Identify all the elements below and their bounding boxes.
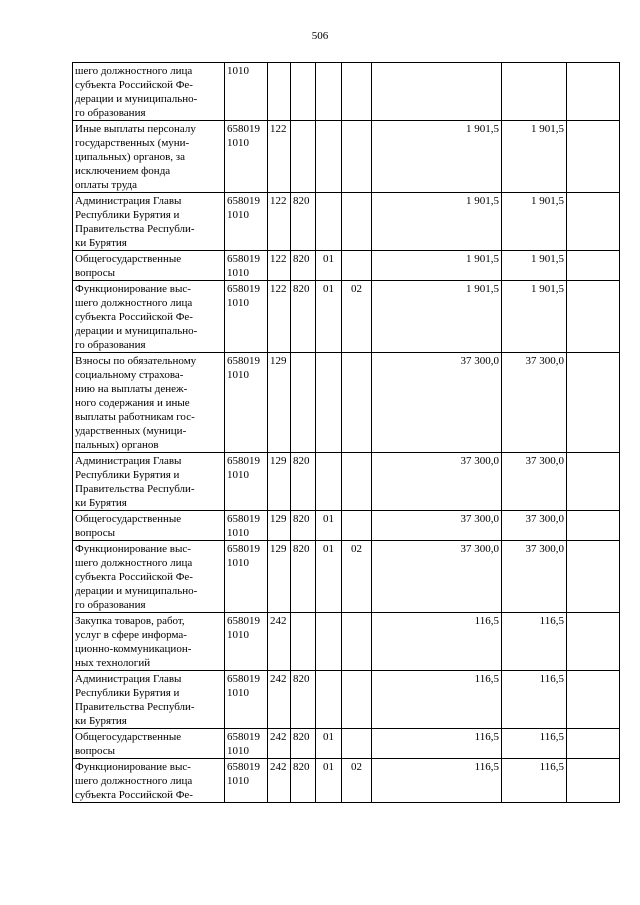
cell-line: 1010 (227, 65, 249, 77)
department-code-cell: 820 (291, 759, 316, 803)
amount-total-cell: 37 300,0 (502, 511, 567, 541)
amount-extra-cell (567, 511, 620, 541)
table-body (73, 63, 620, 803)
subsection-code-cell (342, 453, 372, 511)
amount-cell: 37 300,0 (372, 541, 502, 613)
target-code-cell (225, 613, 268, 671)
cell-line: шего должностного лица (75, 775, 193, 787)
amount-extra-cell (567, 251, 620, 281)
amount-cell: 116,5 (372, 729, 502, 759)
cell-line: 1010 (227, 557, 249, 569)
target-code-cell (225, 251, 268, 281)
amount-cell: 37 300,0 (372, 453, 502, 511)
cell-line: 1010 (227, 469, 249, 481)
amount-total-cell: 37 300,0 (502, 541, 567, 613)
cell-line: вопросы (75, 267, 116, 279)
amount-cell: 37 300,0 (372, 511, 502, 541)
expense-type-cell: 129 (268, 511, 291, 541)
amount-extra-cell (567, 193, 620, 251)
table-row (73, 541, 620, 613)
cell-line: 1010 (227, 369, 249, 381)
item-name-cell (73, 671, 225, 729)
item-name-cell (73, 613, 225, 671)
cell-line: государственных (муни- (75, 137, 190, 149)
amount-total-cell: 37 300,0 (502, 453, 567, 511)
cell-line: ки Бурятия (75, 715, 127, 727)
cell-line: шего должностного лица (75, 65, 193, 77)
item-name-cell (73, 63, 225, 121)
department-code-cell: 820 (291, 281, 316, 353)
subsection-code-cell (342, 193, 372, 251)
amount-cell: 116,5 (372, 671, 502, 729)
subsection-code-cell (342, 613, 372, 671)
cell-line: субъекта Российской Фе- (75, 79, 193, 91)
expense-type-cell: 242 (268, 671, 291, 729)
subsection-code-cell (342, 729, 372, 759)
department-code-cell (291, 63, 316, 121)
department-code-cell: 820 (291, 193, 316, 251)
amount-extra-cell (567, 281, 620, 353)
cell-line: дерации и муниципально- (75, 325, 198, 337)
section-code-cell: 01 (316, 281, 342, 353)
cell-line: социальному страхова- (75, 369, 184, 381)
amount-cell: 1 901,5 (372, 281, 502, 353)
item-name-cell (73, 541, 225, 613)
target-code-cell (225, 671, 268, 729)
cell-line: 658019 (227, 355, 260, 367)
expense-type-cell: 122 (268, 281, 291, 353)
section-code-cell (316, 613, 342, 671)
cell-line: субъекта Российской Фе- (75, 311, 193, 323)
department-code-cell: 820 (291, 541, 316, 613)
section-code-cell (316, 121, 342, 193)
cell-line: Республики Бурятия и (75, 469, 180, 481)
amount-total-cell: 1 901,5 (502, 251, 567, 281)
page-number: 506 (311, 30, 329, 42)
cell-line: Функционирование выс- (75, 543, 191, 555)
department-code-cell: 820 (291, 729, 316, 759)
item-name-cell (73, 759, 225, 803)
department-code-cell: 820 (291, 251, 316, 281)
target-code-cell (225, 541, 268, 613)
cell-line: ного содержания и иные (75, 397, 190, 409)
cell-line: го образования (75, 339, 146, 351)
amount-extra-cell (567, 759, 620, 803)
cell-line: Правительства Республи- (75, 223, 195, 235)
cell-line: Функционирование выс- (75, 283, 191, 295)
cell-line: ционно-коммуникацион- (75, 643, 192, 655)
cell-line: Общегосударственные (75, 253, 182, 265)
amount-total-cell: 37 300,0 (502, 353, 567, 453)
cell-line: нию на выплаты денеж- (75, 383, 188, 395)
cell-line: 1010 (227, 745, 249, 757)
cell-line: пальных) органов (75, 439, 159, 451)
cell-line: Администрация Главы (75, 195, 182, 207)
section-code-cell: 01 (316, 541, 342, 613)
amount-total-cell: 116,5 (502, 759, 567, 803)
cell-line: оплаты труда (75, 179, 138, 191)
subsection-code-cell: 02 (342, 541, 372, 613)
amount-extra-cell (567, 353, 620, 453)
cell-line: го образования (75, 107, 146, 119)
expense-type-cell (268, 63, 291, 121)
cell-line: субъекта Российской Фе- (75, 571, 193, 583)
amount-total-cell: 1 901,5 (502, 193, 567, 251)
cell-line: 658019 (227, 513, 260, 525)
table-row (73, 453, 620, 511)
cell-line: Администрация Главы (75, 455, 182, 467)
department-code-cell (291, 121, 316, 193)
target-code-cell (225, 121, 268, 193)
item-name-cell (73, 251, 225, 281)
expense-type-cell: 242 (268, 759, 291, 803)
cell-line: дерации и муниципально- (75, 585, 198, 597)
cell-line: субъекта Российской Фе- (75, 789, 193, 801)
budget-table (72, 62, 620, 803)
cell-line: ки Бурятия (75, 497, 127, 509)
cell-line: Администрация Главы (75, 673, 182, 685)
cell-line: 1010 (227, 267, 249, 279)
table-row (73, 353, 620, 453)
cell-line: 658019 (227, 283, 260, 295)
cell-line: 1010 (227, 209, 249, 221)
amount-extra-cell (567, 729, 620, 759)
target-code-cell (225, 729, 268, 759)
item-name-cell (73, 193, 225, 251)
amount-extra-cell (567, 671, 620, 729)
table-row (73, 63, 620, 121)
expense-type-cell: 122 (268, 193, 291, 251)
item-name-cell (73, 281, 225, 353)
cell-line: 1010 (227, 297, 249, 309)
cell-line: 658019 (227, 761, 260, 773)
table-row (73, 121, 620, 193)
cell-line: Функционирование выс- (75, 761, 191, 773)
expense-type-cell: 122 (268, 121, 291, 193)
section-code-cell: 01 (316, 251, 342, 281)
cell-line: Правительства Республи- (75, 701, 195, 713)
item-name-cell (73, 353, 225, 453)
cell-line: Общегосударственные (75, 513, 182, 525)
cell-line: Правительства Республи- (75, 483, 195, 495)
target-code-cell (225, 759, 268, 803)
department-code-cell: 820 (291, 671, 316, 729)
cell-line: Республики Бурятия и (75, 687, 180, 699)
amount-total-cell (502, 63, 567, 121)
item-name-cell (73, 511, 225, 541)
target-code-cell (225, 281, 268, 353)
section-code-cell (316, 671, 342, 729)
amount-total-cell: 116,5 (502, 729, 567, 759)
department-code-cell (291, 613, 316, 671)
target-code-cell (225, 353, 268, 453)
cell-line: дерации и муниципально- (75, 93, 198, 105)
item-name-cell (73, 729, 225, 759)
cell-line: услуг в сфере информа- (75, 629, 187, 641)
cell-line: 658019 (227, 543, 260, 555)
cell-line: ципальных) органов, за (75, 151, 186, 163)
subsection-code-cell: 02 (342, 281, 372, 353)
cell-line: вопросы (75, 745, 116, 757)
table-row (73, 613, 620, 671)
cell-line: 1010 (227, 687, 249, 699)
target-code-cell (225, 193, 268, 251)
table-row (73, 729, 620, 759)
section-code-cell (316, 63, 342, 121)
cell-line: 658019 (227, 615, 260, 627)
section-code-cell: 01 (316, 511, 342, 541)
cell-line: Иные выплаты персоналу (75, 123, 196, 135)
section-code-cell: 01 (316, 729, 342, 759)
cell-line: 658019 (227, 195, 260, 207)
amount-cell: 37 300,0 (372, 353, 502, 453)
cell-line: Закупка товаров, работ, (75, 615, 185, 627)
subsection-code-cell (342, 251, 372, 281)
table-row (73, 511, 620, 541)
section-code-cell (316, 193, 342, 251)
amount-total-cell: 1 901,5 (502, 121, 567, 193)
amount-extra-cell (567, 541, 620, 613)
cell-line: 658019 (227, 731, 260, 743)
item-name-cell (73, 121, 225, 193)
table-row (73, 759, 620, 803)
expense-type-cell: 129 (268, 541, 291, 613)
expense-type-cell: 122 (268, 251, 291, 281)
section-code-cell: 01 (316, 759, 342, 803)
cell-line: 658019 (227, 673, 260, 685)
amount-cell: 116,5 (372, 613, 502, 671)
subsection-code-cell (342, 63, 372, 121)
cell-line: ударственных (муници- (75, 425, 187, 437)
department-code-cell (291, 353, 316, 453)
cell-line: 658019 (227, 253, 260, 265)
section-code-cell (316, 353, 342, 453)
amount-extra-cell (567, 613, 620, 671)
table-row (73, 193, 620, 251)
amount-cell (372, 63, 502, 121)
cell-line: выплаты работникам гос- (75, 411, 195, 423)
amount-total-cell: 1 901,5 (502, 281, 567, 353)
amount-cell: 1 901,5 (372, 251, 502, 281)
cell-line: Общегосударственные (75, 731, 182, 743)
amount-cell: 116,5 (372, 759, 502, 803)
cell-line: го образования (75, 599, 146, 611)
cell-line: Взносы по обязательному (75, 355, 197, 367)
amount-extra-cell (567, 121, 620, 193)
subsection-code-cell: 02 (342, 759, 372, 803)
target-code-cell (225, 453, 268, 511)
amount-extra-cell (567, 63, 620, 121)
amount-cell: 1 901,5 (372, 121, 502, 193)
table-row (73, 281, 620, 353)
cell-line: ки Бурятия (75, 237, 127, 249)
amount-total-cell: 116,5 (502, 671, 567, 729)
department-code-cell: 820 (291, 511, 316, 541)
target-code-cell (225, 511, 268, 541)
table-row (73, 671, 620, 729)
section-code-cell (316, 453, 342, 511)
cell-line: шего должностного лица (75, 297, 193, 309)
cell-line: 1010 (227, 527, 249, 539)
subsection-code-cell (342, 511, 372, 541)
department-code-cell: 820 (291, 453, 316, 511)
subsection-code-cell (342, 353, 372, 453)
expense-type-cell: 242 (268, 613, 291, 671)
cell-line: вопросы (75, 527, 116, 539)
cell-line: 1010 (227, 137, 249, 149)
subsection-code-cell (342, 671, 372, 729)
amount-cell: 1 901,5 (372, 193, 502, 251)
expense-type-cell: 129 (268, 453, 291, 511)
cell-line: ных технологий (75, 657, 151, 669)
cell-line: 658019 (227, 123, 260, 135)
cell-line: исключением фонда (75, 165, 171, 177)
cell-line: Республики Бурятия и (75, 209, 180, 221)
cell-line: 1010 (227, 775, 249, 787)
target-code-cell (225, 63, 268, 121)
expense-type-cell: 242 (268, 729, 291, 759)
amount-total-cell: 116,5 (502, 613, 567, 671)
cell-line: 658019 (227, 455, 260, 467)
table-row (73, 251, 620, 281)
item-name-cell (73, 453, 225, 511)
cell-line: 1010 (227, 629, 249, 641)
cell-line: шего должностного лица (75, 557, 193, 569)
subsection-code-cell (342, 121, 372, 193)
amount-extra-cell (567, 453, 620, 511)
expense-type-cell: 129 (268, 353, 291, 453)
